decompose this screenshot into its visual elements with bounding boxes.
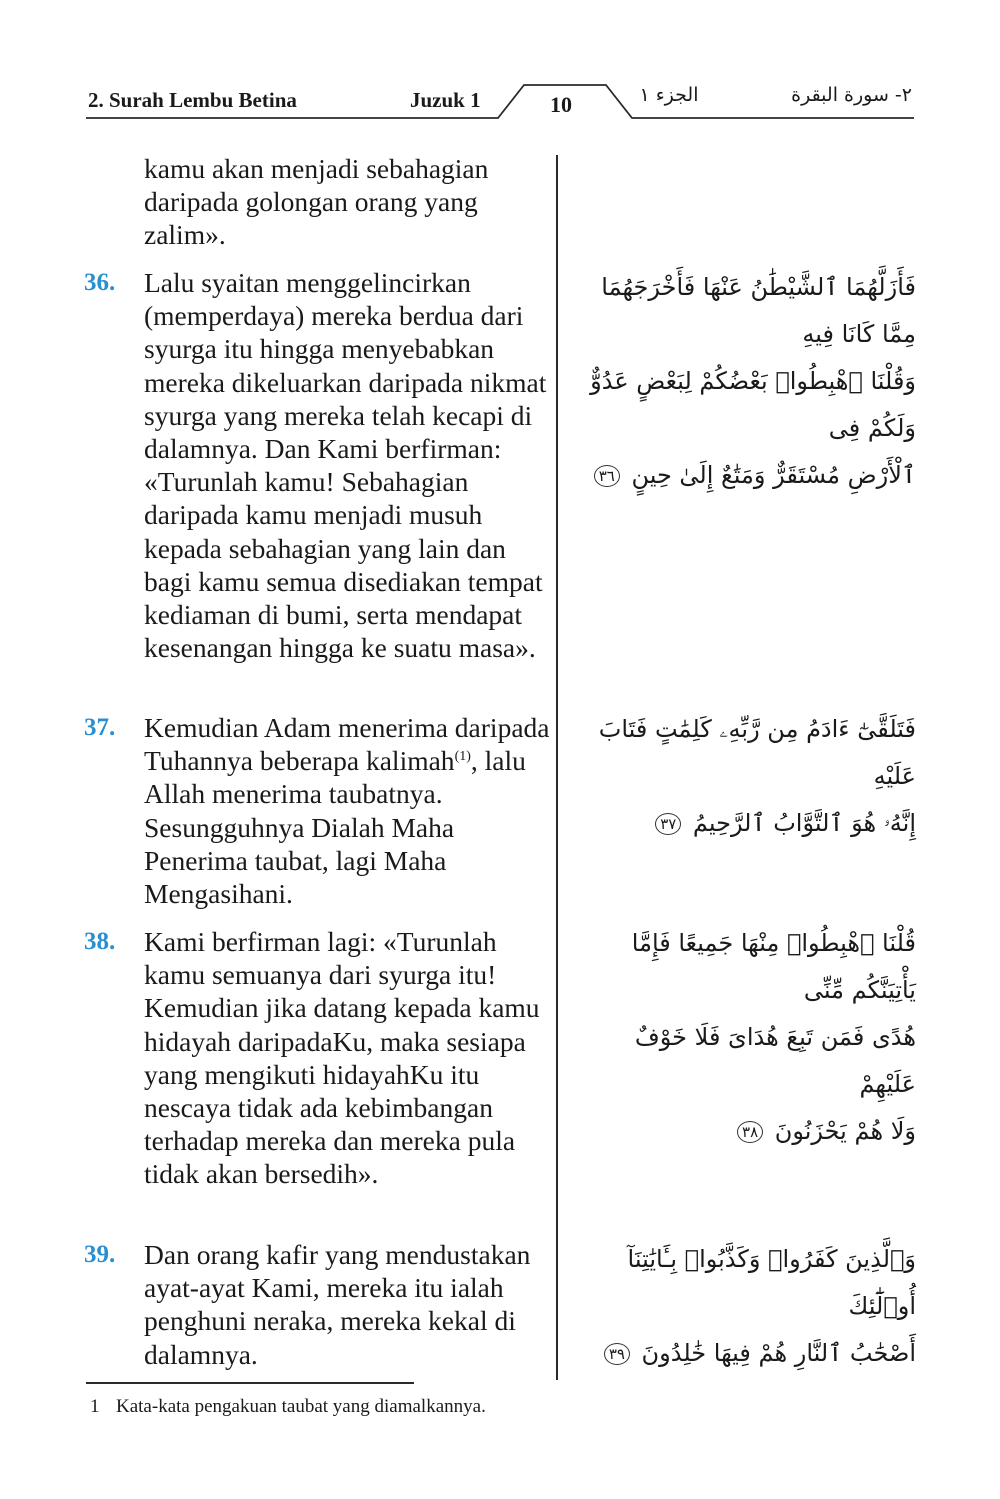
verse-text: Kami berfirman lagi: «Turunlah kamu semuanya dari syurga itu! Kemudian jika datang kepada kamu hidayah daripadaKu, maka sesiapa yang mengikuti hidayahKu itu nescaya tidak ada kebimbangan terhadap mereka dan mereka pula tidak akan bersedih». (144, 926, 540, 1190)
arabic-verse-36: فَأَزَلَّهُمَا ٱلشَّيْطَٰنُ عَنْهَا فَأَخْرَجَهُمَا مِمَّا كَانَا فِيهِ وَقُلْنَا ٱهْبِطُوا۟ بَعْضُكُمْ لِبَعْضٍ عَدُوٌّ وَلَكُمْ فِى ٱلْأَرْضِ مُسْتَقَرٌّ وَمَتَٰعٌ إِلَىٰ حِينٍ ٣٦ (590, 273, 916, 489)
arabic-verse-37: فَتَلَقَّىٰٓ ءَادَمُ مِن رَّبِّهِۦ كَلِمَٰتٍ فَتَابَ عَلَيْهِ إِنَّهُۥ هُوَ ٱلتَّوَّابُ ٱلرَّحِيمُ ٣٧ (598, 715, 916, 837)
verse-number: 38. (84, 928, 116, 955)
verse-39 (84, 1238, 556, 1371)
header-juzuk: Juzuk 1 (410, 88, 481, 112)
page-header (86, 80, 914, 125)
header-arabic-surah: ٢- سورة البقرة (791, 84, 912, 106)
verse-continuation: kamu akan menjadi sebahagian daripada golongan orang yang zalim». (144, 153, 489, 251)
verse-36 (84, 266, 556, 664)
footnote-divider (86, 1382, 414, 1384)
ayah-number-marker: ٣٩ (604, 1343, 630, 1365)
footnote (90, 1396, 486, 1418)
ayah-number-marker: ٣٦ (594, 465, 620, 487)
verse-37 (84, 711, 556, 910)
verse-number: 36. (84, 269, 116, 296)
arabic-verse-39: وَٱلَّذِينَ كَفَرُوا۟ وَكَذَّبُوا۟ بِـَٔايَٰتِنَآ أُو۟لَٰٓئِكَ أَصْحَٰبُ ٱلنَّارِ هُمْ فِيهَا خَٰلِدُونَ ٣٩ (576, 1236, 916, 1377)
footnote-reference: (1) (454, 749, 471, 765)
header-arabic-juz: الجزء ١ (639, 84, 699, 106)
verse-number: 37. (84, 714, 116, 741)
footnote-text: Kata-kata pengakuan taubat yang diamalkannya. (116, 1396, 486, 1417)
verse-text: Dan orang kafir yang mendustakan ayat-ayat Kami, mereka itu ialah penghuni neraka, mereka kekal di dalamnya. (144, 1239, 531, 1370)
ayah-number-marker: ٣٨ (737, 1121, 763, 1143)
verse-number: 39. (84, 1241, 116, 1268)
footnote-number: 1 (90, 1396, 100, 1417)
verse-text: Lalu syaitan menggelincirkan (memperdaya) mereka berdua dari syurga itu hingga menyebabkan mereka dikeluarkan daripada nikmat syurga yang mereka telah kecapi di dalamnya. Dan Kami berfirman: «Turunlah kamu! Sebahagian daripada kamu menjadi musuh kepada sebahagian yang lain dan bagi kamu semua disediakan tempat kediaman di bumi, serta mendapat kesenangan hingga ke suatu masa». (144, 267, 547, 664)
page-number: 10 (550, 92, 572, 117)
verse-text: Kemudian Adam menerima daripada Tuhannya beberapa kalimah$^{(1)}$, lalu Allah menerima taubatnya. Sesungguhnya Dialah Maha Penerima taubat, lagi Maha Mengasihani. (144, 712, 550, 910)
verse-38 (84, 925, 556, 1191)
ayah-number-marker: ٣٧ (655, 813, 681, 835)
header-surah-title: 2. Surah Lembu Betina (88, 88, 297, 112)
arabic-verse-38: قُلْنَا ٱهْبِطُوا۟ مِنْهَا جَمِيعًا فَإِمَّا يَأْتِيَنَّكُم مِّنِّى هُدًى فَمَن تَبِعَ هُدَاىَ فَلَا خَوْفٌ عَلَيْهِمْ وَلَا هُمْ يَحْزَنُونَ ٣٨ (631, 929, 916, 1145)
column-divider (556, 155, 558, 1380)
